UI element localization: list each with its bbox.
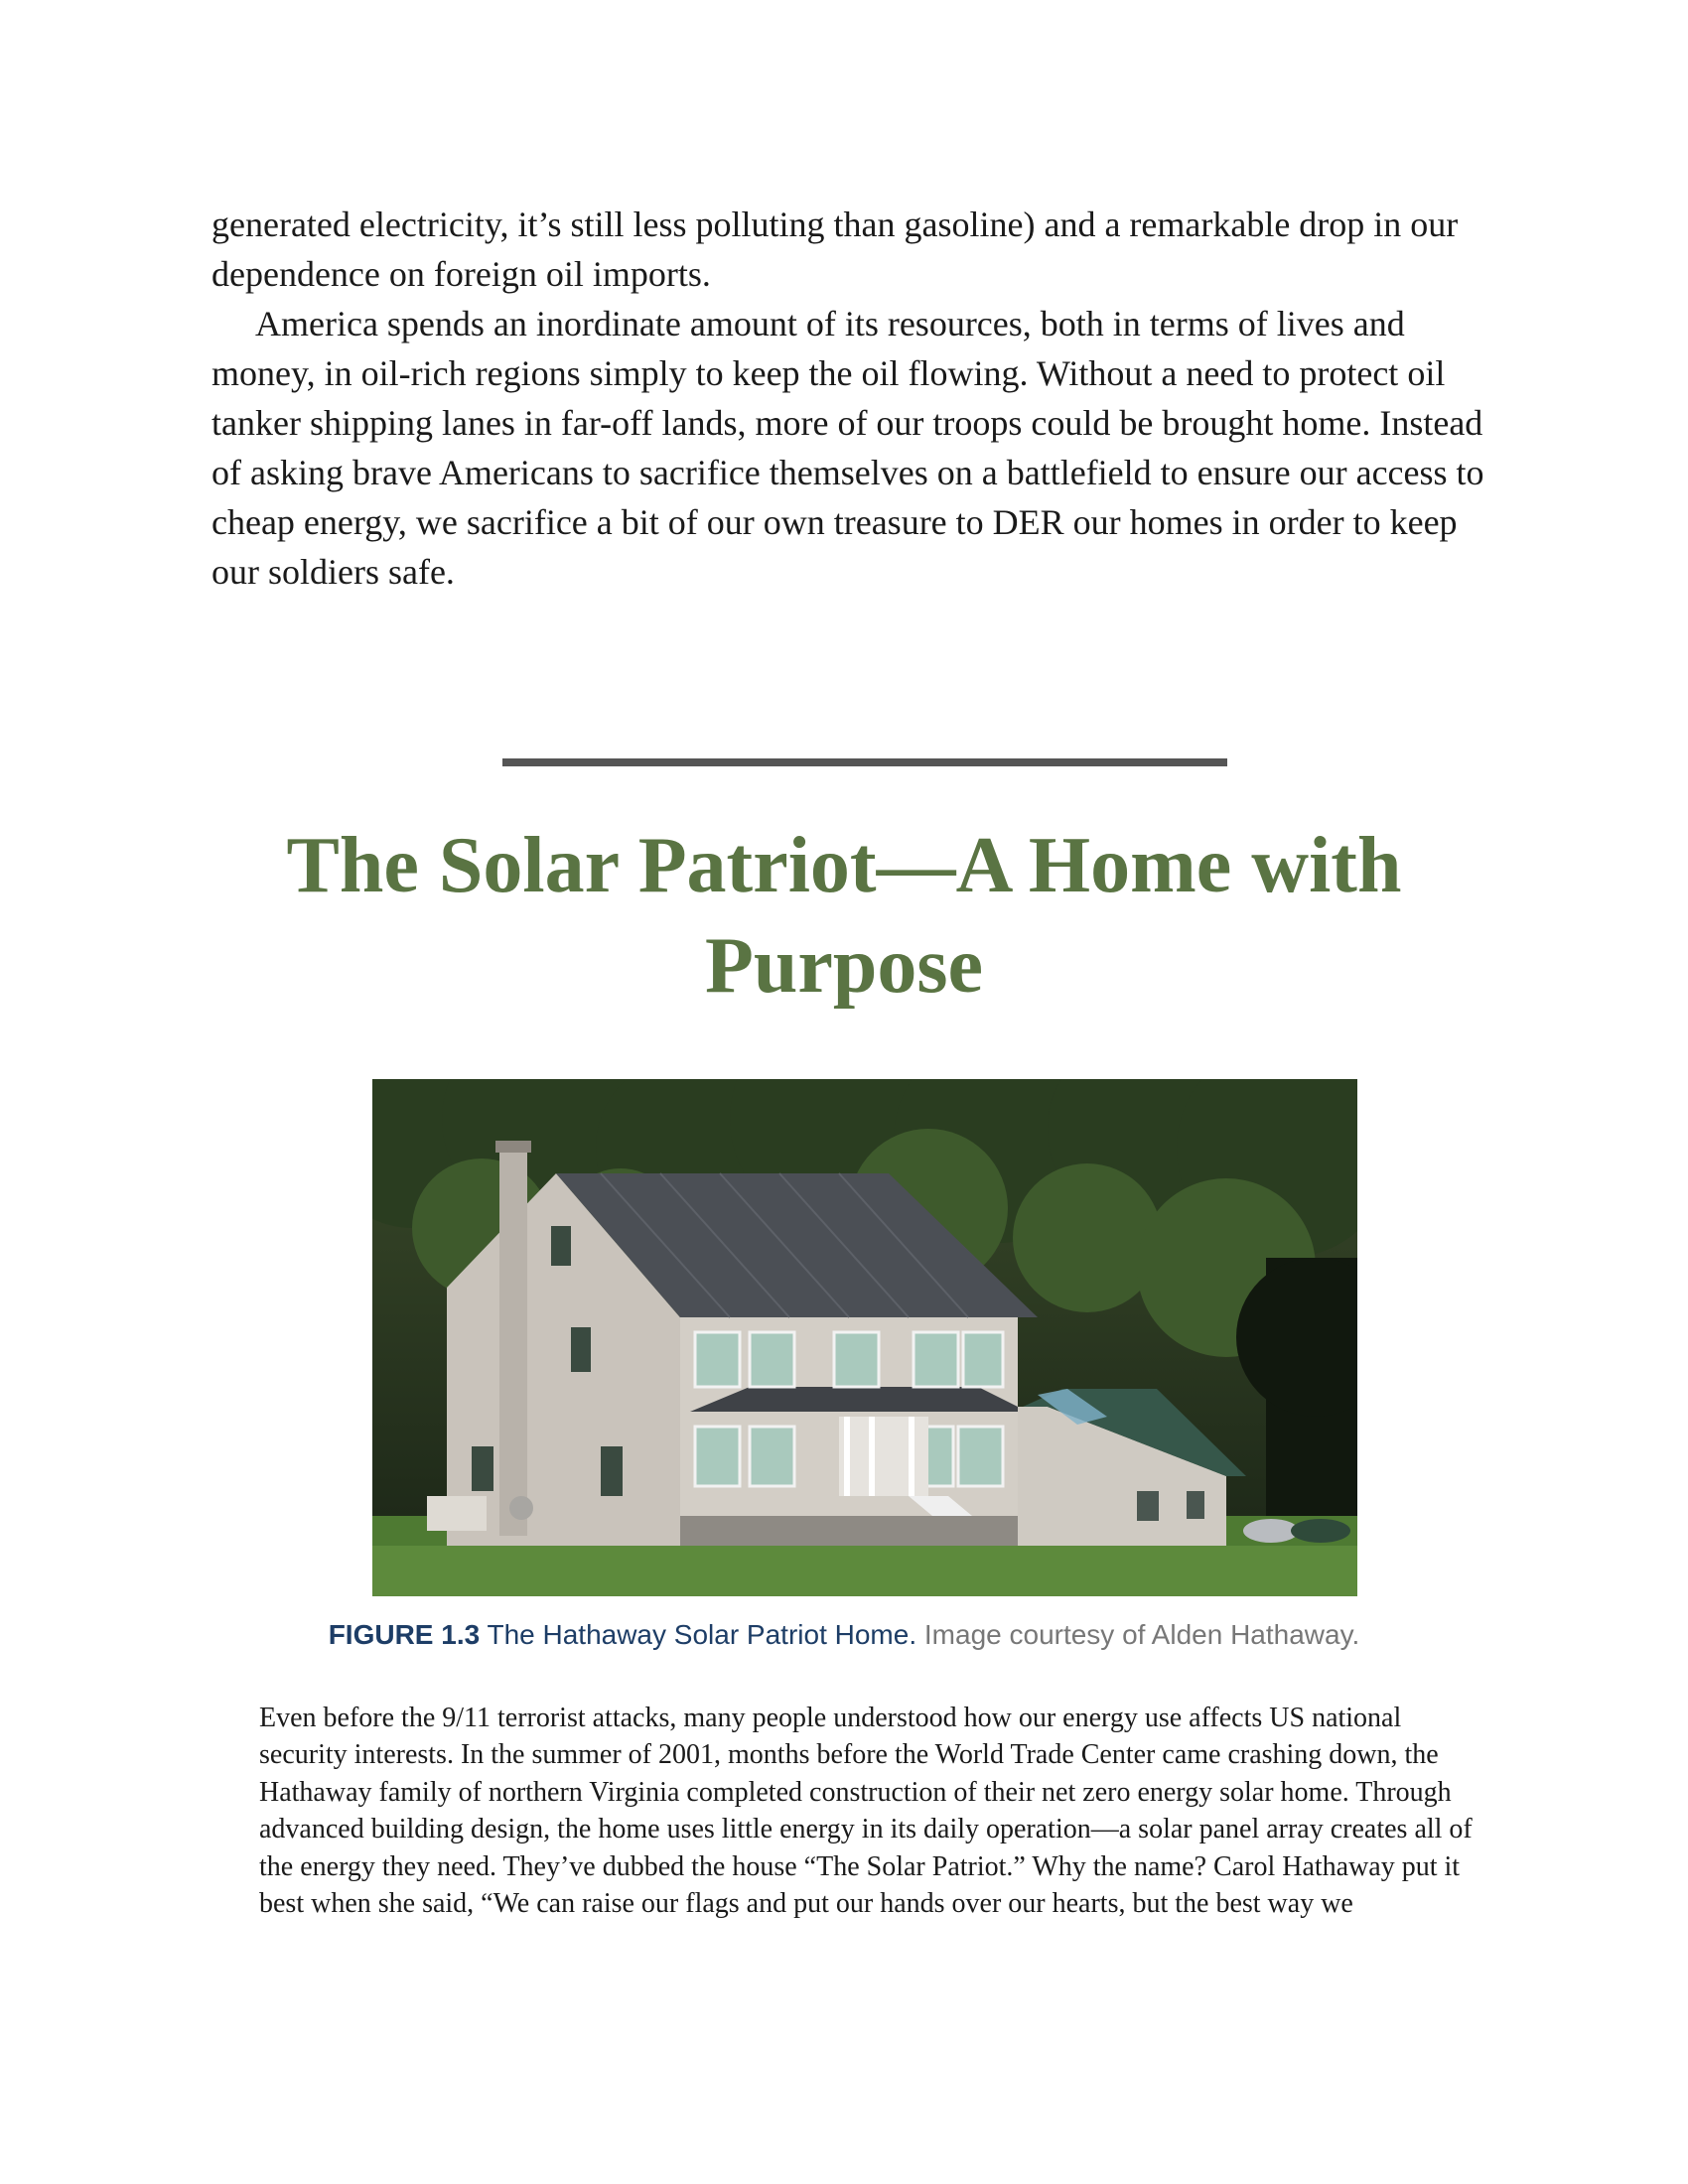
section-divider (502, 758, 1227, 766)
figure-caption (199, 1615, 1489, 1655)
figure-label: FIGURE 1.3 (328, 1619, 481, 1650)
figure-credit: Image courtesy of Alden Hathaway. (923, 1619, 1360, 1650)
section-heading: The Solar Patriot—A Home with Purpose (286, 822, 1402, 1010)
house-photo (372, 1079, 1357, 1596)
figure-title: The Hathaway Solar Patriot Home. (487, 1619, 917, 1650)
body-paragraph-oil: America spends an inordinate amount of its resources, both in terms of lives and money, in oil-rich regions simply to keep the oil flowing. Without a need to protect oil tanker shipping lanes in far-off lands, more of our troops could be brought home. Instead of asking brave Americans to sacrifice themselves on a battlefield to ensure our access to cheap energy, we sacrifice a bit of our own treasure to DER our homes in order to keep our soldiers safe. (211, 304, 1484, 592)
body-paragraph-continued: generated electricity, it’s still less polluting than gasoline) and a remarkable drop in our dependence on foreign oil imports. (211, 205, 1459, 294)
body-paragraph-solar-patriot: Even before the 9/11 terrorist attacks, many people understood how our energy use affects US national security interests. In the summer of 2001, months before the World Trade Center came crashing down, the Hathaway family of northern Virginia completed construction of their net zero energy solar home. Through advanced building design, the home uses little energy in its daily operation—a solar panel array creates all of the energy they need. They’ve dubbed the house “The Solar Patriot.” Why the name? Carol Hathaway put it best when she said, “We can raise our flags and put our hands over our hearts, but the best way we (259, 1703, 1473, 1920)
